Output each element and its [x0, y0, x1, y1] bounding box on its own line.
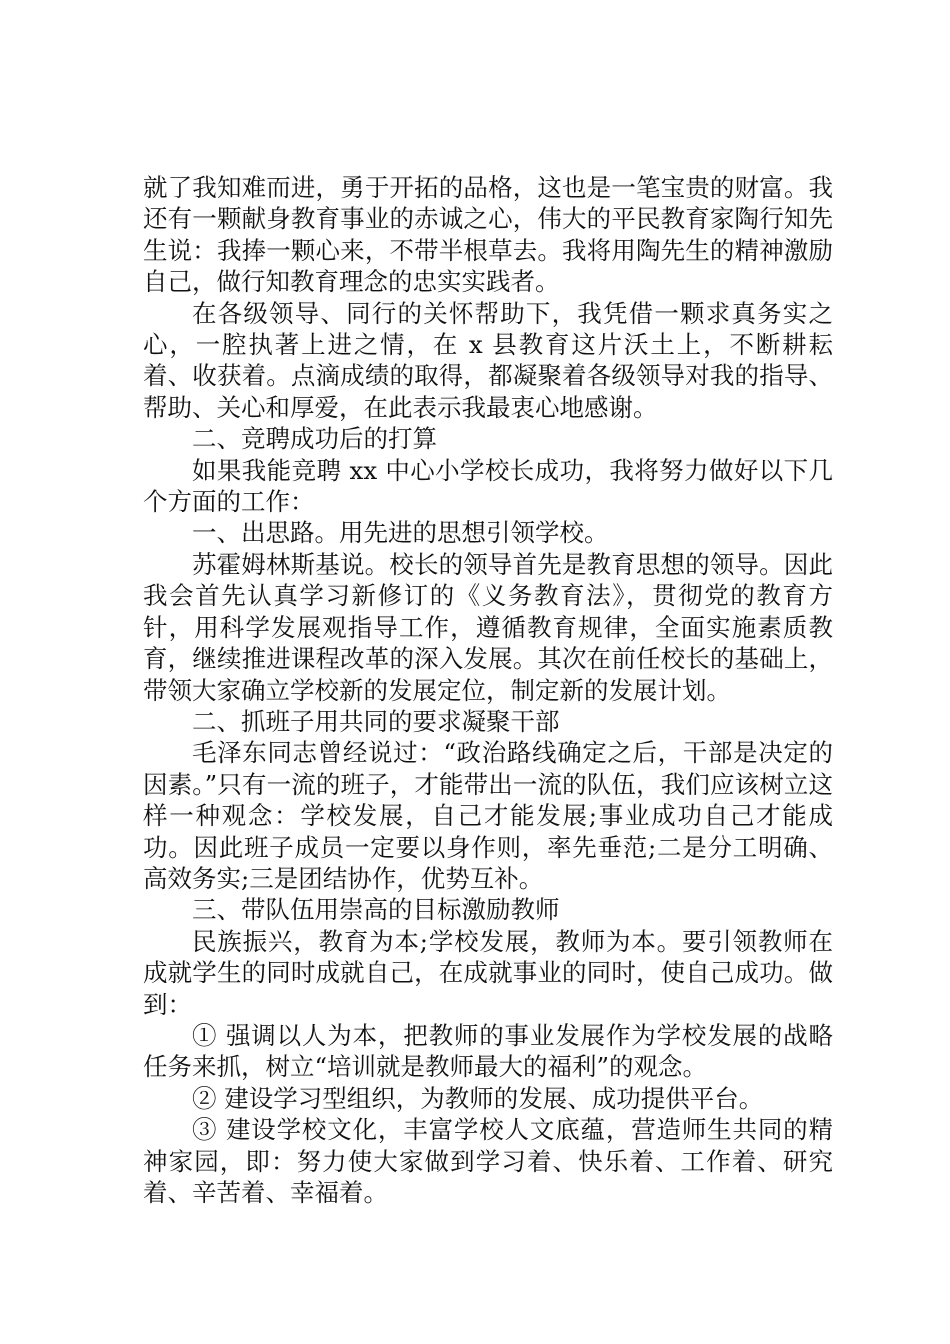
subheading-ideas: 一、出思路。用先进的思想引领学校。	[192, 518, 609, 548]
paragraph-gratitude: 在各级领导、同行的关怀帮助下，我凭借一颗求真务实之心，一腔执著上进之情，在 x 县教育这片沃土上，不断耕耘着、收获着。点滴成绩的取得，都凝聚着各级领导对我的指导、帮助、关心和厚爱，在此表示我最衷心地感谢。	[143, 298, 833, 422]
paragraph-continuation: 就了我知难而进，勇于开拓的品格，这也是一笔宝贵的财富。我还有一颗献身教育事业的赤诚之心，伟大的平民教育家陶行知先生说：我捧一颗心来，不带半根草去。我将用陶先生的精神激励自己，做行知教育理念的忠实实践者。	[143, 173, 833, 297]
paragraph-intro-plans: 如果我能竞聘 xx 中心小学校长成功，我将努力做好以下几个方面的工作：	[143, 455, 833, 517]
subheading-teachers: 三、带队伍用崇高的目标激励教师	[192, 895, 560, 925]
paragraph-ideas: 苏霍姆林斯基说。校长的领导首先是教育思想的领导。因此我会首先认真学习新修订的《义务教育法》，贯彻党的教育方针，用科学发展观指导工作，遵循教育规律，全面实施素质教育，继续推进课程改革的深入发展。其次在前任校长的基础上，带领大家确立学校新的发展定位，制定新的发展计划。	[143, 549, 833, 705]
subheading-leadership-team: 二、抓班子用共同的要求凝聚干部	[192, 706, 560, 736]
list-item-3: ③ 建设学校文化，丰富学校人文底蕴，营造师生共同的精神家园，即：努力使大家做到学习着、快乐着、工作着、研究着、辛苦着、幸福着。	[143, 1115, 833, 1207]
document-body	[143, 172, 833, 1208]
section-heading-plans: 二、竞聘成功后的打算	[192, 424, 437, 454]
list-item-2: ② 建设学习型组织，为教师的发展、成功提供平台。	[192, 1083, 764, 1113]
paragraph-leadership-team: 毛泽东同志曾经说过：“政治路线确定之后，干部是决定的因素。”只有一流的班子，才能带出一流的队伍，我们应该树立这样一种观念：学校发展，自己才能发展;事业成功自己才能成功。因此班子成员一定要以身作则，率先垂范;二是分工明确、高效务实;三是团结协作，优势互补。	[143, 738, 833, 893]
paragraph-teachers: 民族振兴，教育为本;学校发展，教师为本。要引领教师在成就学生的同时成就自己，在成就事业的同时，使自己成功。做到：	[143, 926, 833, 1019]
list-item-1: ① 强调以人为本，把教师的事业发展作为学校发展的战略任务来抓，树立“培训就是教师最大的福利”的观念。	[143, 1020, 833, 1082]
